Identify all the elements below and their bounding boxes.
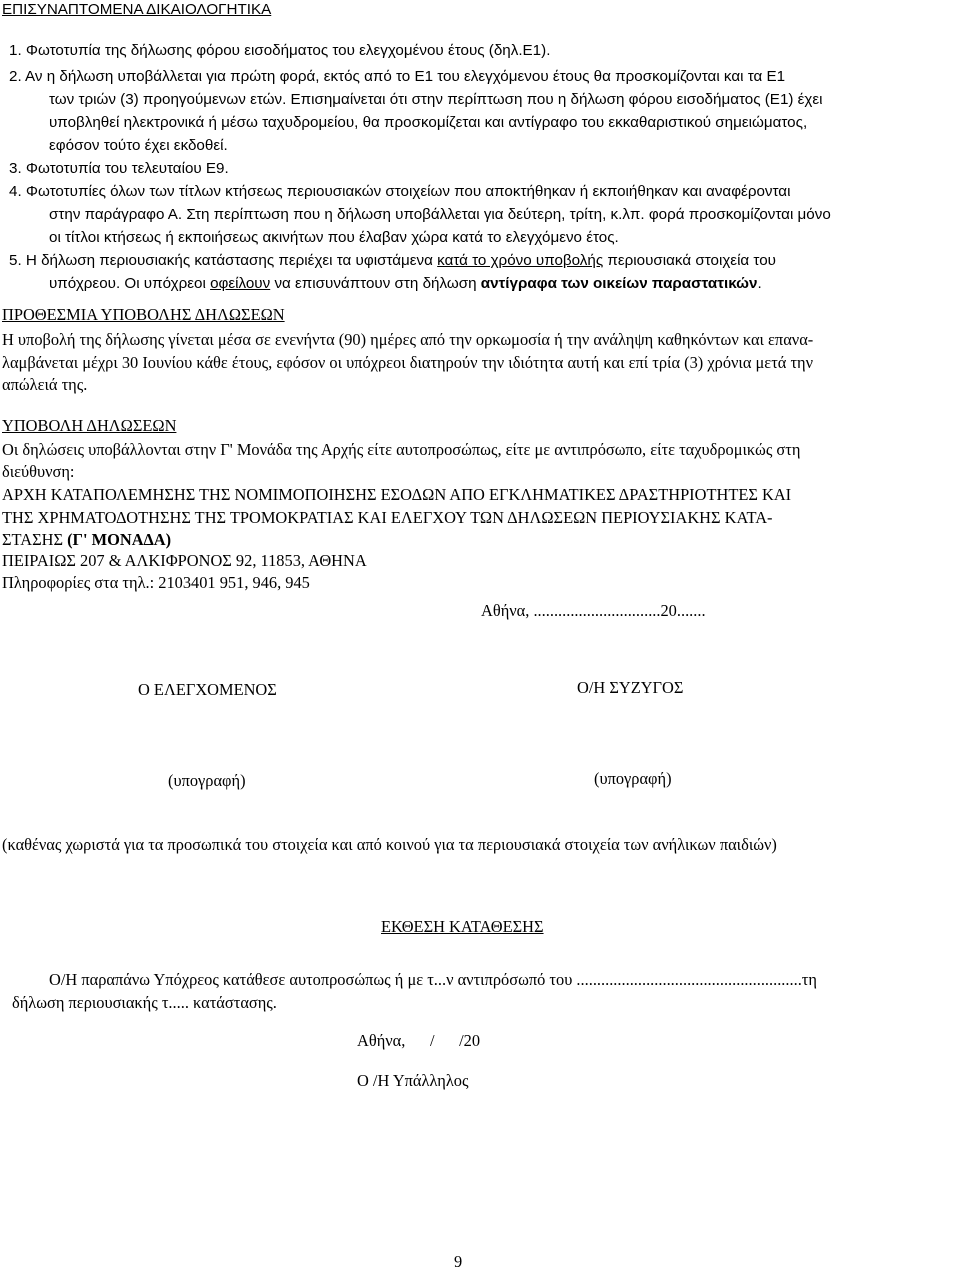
spouse-label: Ο/Η ΣΥΖΥΓΟΣ [577,678,684,697]
deposit-title: ΕΚΘΕΣΗ ΚΑΤΑΘΕΣΗΣ [381,917,544,936]
submission-line-1: Οι δηλώσεις υποβάλλονται στην Γ' Μονάδα της Αρχής είτε αυτοπροσώπως, είτε με αντιπρόσωπο, είτε ταχυδρομικώς στη [2,440,801,459]
attachment-item-4-line-2: στην παράγραφο Α. Στη περίπτωση που η δήλωση υποβάλλεται για δεύτερη, τρίτη, κ.λπ. φορά προσκομίζονται μόνο [49,206,831,223]
authority-unit: (Γ' ΜΟΝΑΔΑ) [67,530,172,549]
deadline-line-2: λαμβάνεται μέχρι 30 Ιουνίου κάθε έτους, εφόσον οι υπόχρεοι διατηρούν την ιδιότητα αυτή και επί τρία (3) χρόνια μετά την [2,353,814,372]
authority-name-line-1: ΑΡΧΗ ΚΑΤΑΠΟΛΕΜΗΣΗΣ ΤΗΣ ΝΟΜΙΜΟΠΟΙΗΣΗΣ ΕΣΟΔΩΝ ΑΠΟ ΕΓΚΛΗΜΑΤΙΚΕΣ ΔΡΑΣΤΗΡΙΟΤΗΤΕΣ ΚΑΙ [2,485,792,504]
attachment-item-4-line-1: 4. Φωτοτυπίες όλων των τίτλων κτήσεως περιουσιακών στοιχείων που αποκτήθηκαν ή εκποιήθηκαν και αναφέρονται [9,183,791,200]
deposit-line-1: Ο/Η παραπάνω Υπόχρεος κατάθεσε αυτοπροσώπως ή με τ...ν αντιπρόσωπό του .......................................................τη [49,970,817,989]
signature-date: Αθήνα, ...............................20....... [481,601,706,620]
page-number: 9 [454,1252,463,1271]
attachment-item-5-text-d: υπόχρεου. Οι υπόχρεοι [49,275,211,292]
attachment-item-5-line-2 [49,274,762,295]
deadline-line-1: Η υποβολή της δήλωσης γίνεται μέσα σε ενενήντα (90) ημέρες από την ορκωμοσία ή την ανάληψη καθηκόντων και επανα- [2,330,814,349]
attachment-item-2-line-4: εφόσον τούτο έχει εκδοθεί. [49,137,228,154]
examinee-label: Ο ΕΛΕΓΧΟΜΕΝΟΣ [138,680,277,699]
signature-note: (καθένας χωριστά για τα προσωπικά του στοιχεία και από κοινού για τα περιουσιακά στοιχεία των ανήλικων παιδιών) [2,835,777,854]
deposit-date: Αθήνα, / /20 [357,1031,481,1050]
spouse-signature: (υπογραφή) [594,769,672,788]
deadline-title: ΠΡΟΘΕΣΜΙΑ ΥΠΟΒΟΛΗΣ ΔΗΛΩΣΕΩΝ [2,305,285,324]
attachments-title: ΕΠΙΣΥΝΑΠΤΟΜΕΝΑ ΔΙΚΑΙΟΛΟΓΗΤΙΚΑ [2,1,272,18]
attachment-item-5-line-1 [9,251,776,272]
authority-name-line-3 [2,530,171,551]
attachment-item-2-line-2: των τριών (3) προηγούμενων ετών. Επισημαίνεται ότι στην περίπτωση που η δήλωση φόρου εισοδήματος (Ε1) έχει [49,91,823,108]
attachment-item-5-text-c: περιουσιακά στοιχεία του [603,252,776,269]
attachment-item-5-bold: αντίγραφα των οικείων παραστατικών [480,275,758,292]
attachment-item-5-underlined: κατά το χρόνο υποβολής [437,252,604,269]
attachment-item-5-text-a: 5. Η δήλωση περιουσιακής κατάστασης περιέχει τα υφιστάμενα [9,252,438,269]
submission-line-2: διεύθυνση: [2,462,75,481]
authority-name-text: ΣΤΑΣΗΣ [2,530,68,549]
attachment-item-2-line-1: 2. Αν η δήλωση υποβάλλεται για πρώτη φορά, εκτός από το Ε1 του ελεγχόμενου έτους θα προσκομίζονται και τα Ε1 [9,68,786,85]
attachment-item-3: 3. Φωτοτυπία του τελευταίου Ε9. [9,160,229,177]
attachment-item-5-text-f: να επισυνάπτουν στη δήλωση [270,275,481,292]
authority-address: ΠΕΙΡΑΙΩΣ 207 & ΑΛΚΙΦΡΟΝΟΣ 92, 11853, ΑΘΗΝΑ [2,551,367,570]
deposit-line-2: δήλωση περιουσιακής τ..... κατάστασης. [12,993,277,1012]
attachment-item-5-obligation: οφείλουν [210,275,271,292]
deadline-line-3: απώλειά της. [2,375,88,394]
clerk-label: Ο /Η Υπάλληλος [357,1071,469,1090]
submission-title: ΥΠΟΒΟΛΗ ΔΗΛΩΣΕΩΝ [2,416,177,435]
attachment-item-1: 1. Φωτοτυπία της δήλωσης φόρου εισοδήματος του ελεγχομένου έτους (δηλ.Ε1). [9,42,551,59]
attachment-item-2-line-3: υποβληθεί ηλεκτρονικά ή μέσω ταχυδρομείου, θα προσκομίζεται και αντίγραφο του εκκαθαριστικού σημειώματος, [49,114,808,131]
attachment-item-4-line-3: οι τίτλοι κτήσεως ή εκποιήσεως ακινήτων που έλαβαν χώρα κατά το ελεγχόμενο έτος. [49,229,619,246]
attachment-item-5-period: . [757,275,762,292]
examinee-signature: (υπογραφή) [168,771,246,790]
authority-phone: Πληροφορίες στα τηλ.: 2103401 951, 946, 945 [2,573,310,592]
authority-name-line-2: ΤΗΣ ΧΡΗΜΑΤΟΔΟΤΗΣΗΣ ΤΗΣ ΤΡΟΜΟΚΡΑΤΙΑΣ ΚΑΙ ΕΛΕΓΧΟΥ ΤΩΝ ΔΗΛΩΣΕΩΝ ΠΕΡΙΟΥΣΙΑΚΗΣ ΚΑΤΑ- [2,508,773,527]
